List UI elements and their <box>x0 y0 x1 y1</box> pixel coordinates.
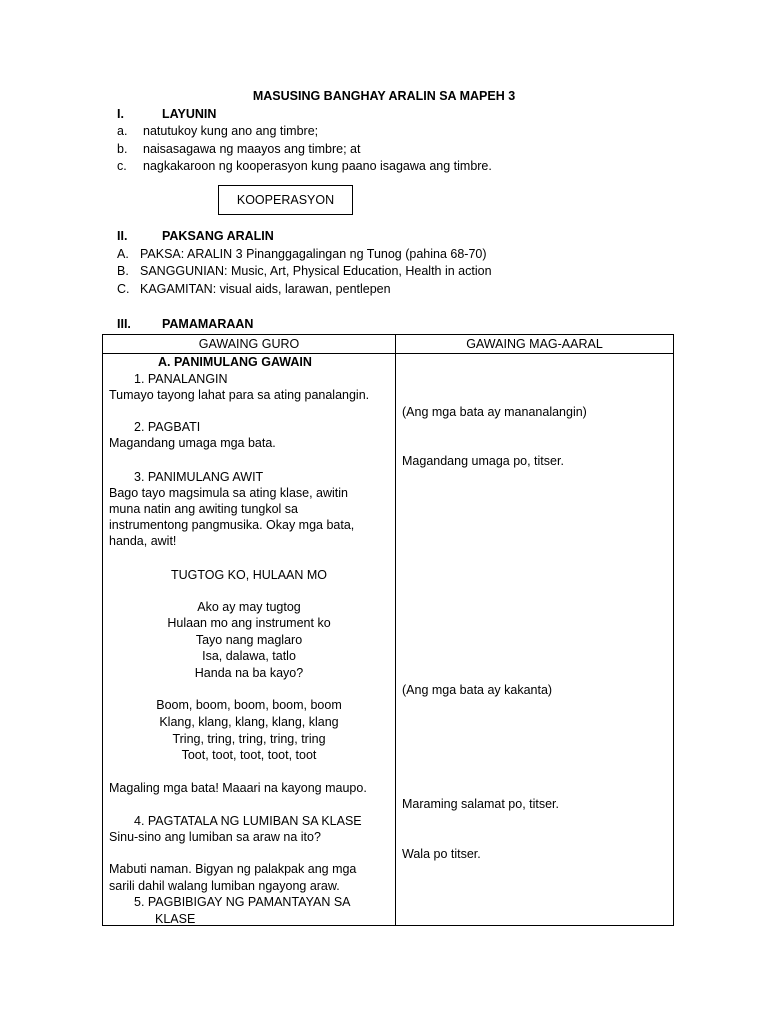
student-response: Wala po titser. <box>402 847 481 861</box>
teacher-line: Sinu-sino ang lumiban sa araw na ito? <box>109 830 321 844</box>
document-title: MASUSING BANGHAY ARALIN SA MAPEH 3 <box>252 89 516 103</box>
teacher-line: handa, awit! <box>109 534 177 548</box>
teacher-line: Mabuti naman. Bigyan ng palakpak ang mga <box>109 862 357 876</box>
section-3-number: III. <box>117 317 131 331</box>
teacher-line: instrumentong pangmusika. Okay mga bata, <box>109 518 355 532</box>
subsection-heading: A. PANIMULANG GAWAIN <box>158 355 312 369</box>
song-line: Handa na ba kayo? <box>194 666 304 680</box>
song-line: Tring, tring, tring, tring, tring <box>172 732 326 746</box>
song-title: TUGTOG KO, HULAAN MO <box>170 568 328 582</box>
subject-label: B. <box>117 264 129 278</box>
student-response: (Ang mga bata ay mananalangin) <box>402 405 587 419</box>
song-line: Hulaan mo ang instrument ko <box>167 616 331 630</box>
step-heading: 4. PAGTATALA NG LUMIBAN SA KLASE <box>134 814 362 828</box>
objective-text: naisasagawa ng maayos ang timbre; at <box>143 142 361 156</box>
objective-label: b. <box>117 142 128 156</box>
section-2-heading: PAKSANG ARALIN <box>162 229 274 243</box>
step-heading: 1. PANALANGIN <box>134 372 228 386</box>
teacher-line: Bago tayo magsimula sa ating klase, awitin <box>109 486 349 500</box>
step-heading: 3. PANIMULANG AWIT <box>134 470 264 484</box>
section-1-heading: LAYUNIN <box>162 107 217 121</box>
subject-text: PAKSA: ARALIN 3 Pinanggagalingan ng Tunog (pahina 68-70) <box>140 247 487 261</box>
objective-text: natutukoy kung ano ang timbre; <box>143 124 319 138</box>
section-1-number: I. <box>117 107 124 121</box>
teacher-line: sarili dahil walang lumiban ngayong araw. <box>109 879 340 893</box>
header-student-activity: GAWAING MAG-AARAL <box>466 337 603 351</box>
song-line: Klang, klang, klang, klang, klang <box>159 715 339 729</box>
subject-text: SANGGUNIAN: Music, Art, Physical Education, Health in action <box>140 264 492 278</box>
step-heading: 5. PAGBIBIGAY NG PAMANTAYAN SA <box>134 895 351 909</box>
step-heading: 2. PAGBATI <box>134 420 201 434</box>
song-line: Toot, toot, toot, toot, toot <box>181 748 317 762</box>
procedure-table <box>102 334 674 926</box>
header-teacher-activity: GAWAING GURO <box>198 337 300 351</box>
song-line: Ako ay may tugtog <box>197 600 301 614</box>
student-response: (Ang mga bata ay kakanta) <box>402 683 553 697</box>
objective-label: a. <box>117 124 128 138</box>
song-line: Boom, boom, boom, boom, boom <box>156 698 342 712</box>
subject-label: A. <box>117 247 129 261</box>
student-response: Maraming salamat po, titser. <box>402 797 560 811</box>
objective-text: nagkakaroon ng kooperasyon kung paano isagawa ang timbre. <box>143 159 492 173</box>
step-heading-continued: KLASE <box>155 912 196 926</box>
value-box <box>218 185 353 215</box>
teacher-line: Magandang umaga mga bata. <box>109 436 276 450</box>
teacher-line: Tumayo tayong lahat para sa ating panalangin. <box>109 388 370 402</box>
subject-text: KAGAMITAN: visual aids, larawan, pentlepen <box>140 282 391 296</box>
song-line: Isa, dalawa, tatlo <box>202 649 296 663</box>
teacher-line: Magaling mga bata! Maaari na kayong maupo. <box>109 781 367 795</box>
section-3-heading: PAMAMARAAN <box>162 317 254 331</box>
subject-label: C. <box>117 282 130 296</box>
teacher-line: muna natin ang awiting tungkol sa <box>109 502 299 516</box>
student-response: Magandang umaga po, titser. <box>402 454 564 468</box>
objective-label: c. <box>117 159 127 173</box>
value-box-label: KOOPERASYON <box>236 193 335 207</box>
section-2-number: II. <box>117 229 128 243</box>
song-line: Tayo nang maglaro <box>195 633 303 647</box>
